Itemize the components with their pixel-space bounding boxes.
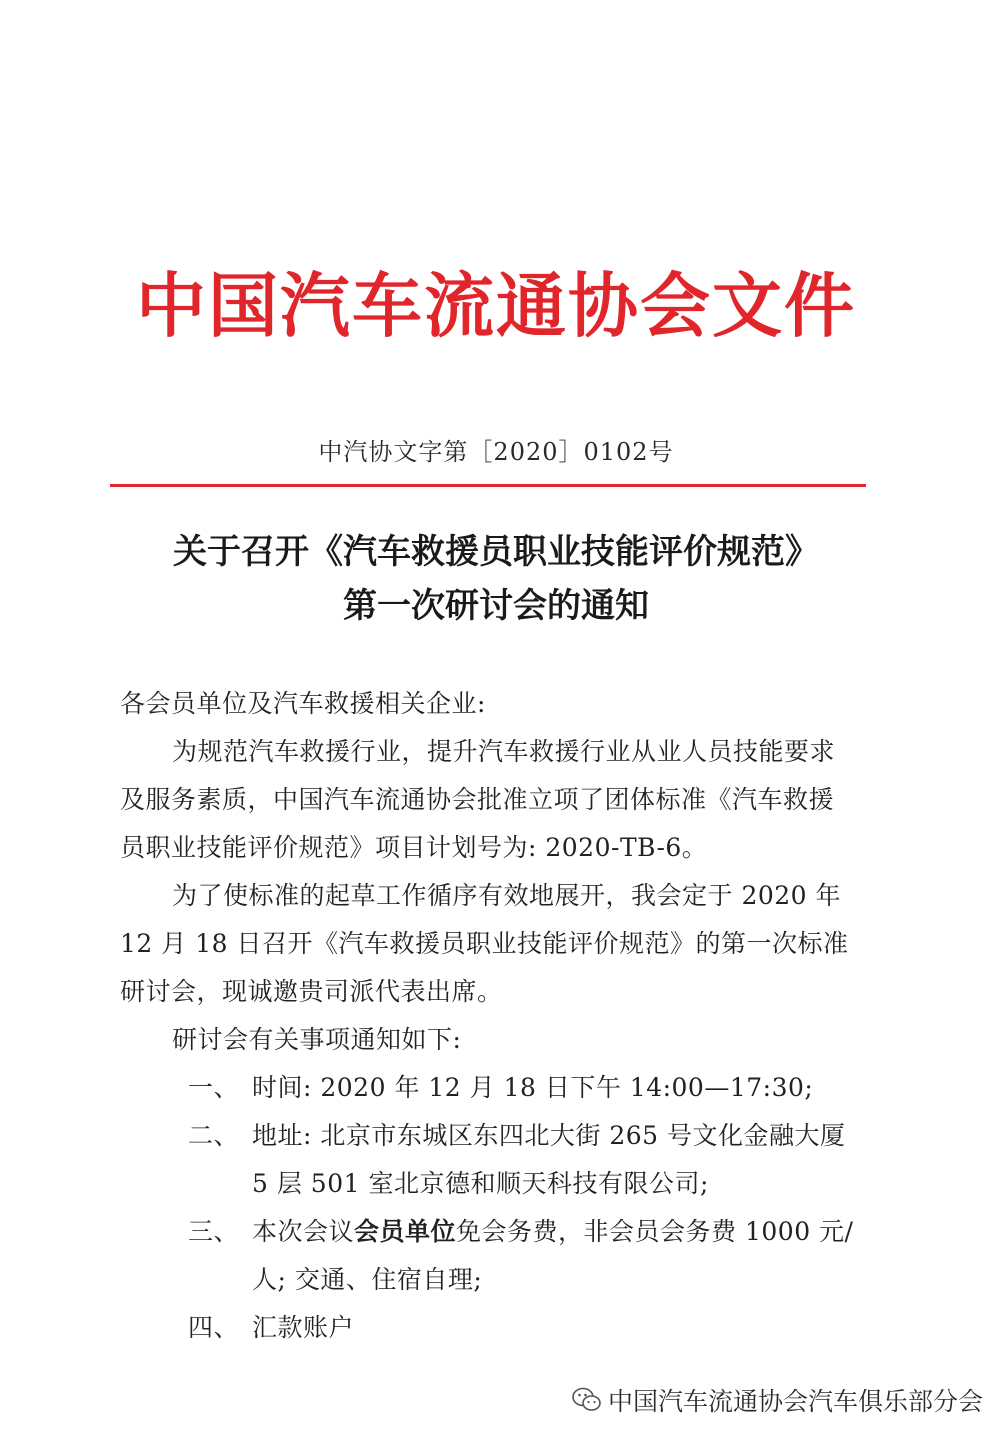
item-4-text: 汇款账户 (252, 1313, 355, 1342)
document-title-line-1: 关于召开《汽车救援员职业技能评价规范》 (173, 532, 819, 572)
paragraph-2-line-3: 研讨会，现诚邀贵司派代表出席。 (120, 977, 503, 1006)
salutation: 各会员单位及汽车救援相关企业: (120, 689, 486, 718)
paragraph-2-line-2: 12 月 18 日召开《汽车救援员职业技能评价规范》的第一次标准 (120, 929, 849, 958)
item-2-text-line-2: 5 层 501 室北京德和顺天科技有限公司; (252, 1169, 709, 1198)
header-title: 中国汽车流通协会文件 (136, 265, 856, 347)
item-1-number: 一、 (188, 1073, 240, 1102)
paragraph-1-line-1: 为规范汽车救援行业，提升汽车救援行业从业人员技能要求 (172, 737, 836, 766)
item-3-bold: 会员单位 (354, 1217, 457, 1246)
document-number: 中汽协文字第［2020］0102号 (318, 438, 674, 466)
document-title-line-2: 第一次研讨会的通知 (343, 586, 649, 626)
item-3-pre: 本次会议 (252, 1217, 355, 1246)
item-1-text: 时间: 2020 年 12 月 18 日下午 14:00—17:30; (252, 1073, 814, 1102)
wechat-icon (572, 1387, 602, 1413)
item-2-number: 二、 (188, 1121, 240, 1150)
item-2-text-line-1: 地址: 北京市东城区东四北大街 265 号文化金融大厦 (252, 1121, 846, 1150)
item-3-number: 三、 (188, 1217, 240, 1246)
items-intro: 研讨会有关事项通知如下: (172, 1025, 462, 1054)
item-3-post: 免会务费，非会员会务费 1000 元/ (456, 1217, 854, 1246)
item-4-number: 四、 (188, 1313, 240, 1342)
red-divider (110, 484, 866, 487)
item-3-text-line-1 (252, 1212, 853, 1248)
paragraph-1-line-3: 员职业技能评价规范》项目计划号为: 2020-TB-6。 (120, 833, 708, 862)
paragraph-1-line-2: 及服务素质，中国汽车流通协会批准立项了团体标准《汽车救援 (120, 785, 835, 814)
paragraph-2-line-1: 为了使标准的起草工作循序有效地展开，我会定于 2020 年 (172, 881, 842, 910)
watermark-account-name: 中国汽车流通协会汽车俱乐部分会 (608, 1387, 984, 1416)
item-3-text-line-2: 人; 交通、住宿自理; (252, 1265, 483, 1294)
watermark-footer (572, 1382, 983, 1418)
